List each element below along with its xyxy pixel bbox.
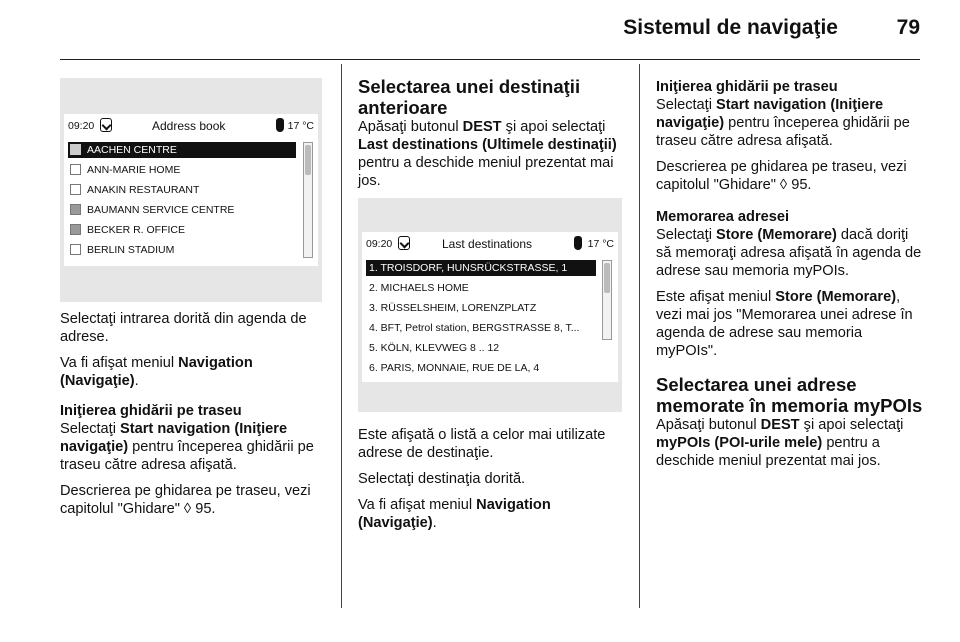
column-divider — [341, 64, 342, 608]
scrollbar[interactable] — [303, 142, 313, 258]
column-left — [60, 64, 322, 526]
destination-item[interactable]: 3. RÜSSELSHEIM, LORENZPLATZ — [369, 302, 537, 314]
column-divider — [639, 64, 640, 608]
page-number: 79 — [896, 16, 920, 39]
home-icon — [70, 184, 81, 195]
address-item-anakin-restaurant[interactable]: ANAKIN RESTAURANT — [68, 182, 296, 198]
subheading: Iniţierea ghidării pe traseu — [656, 79, 838, 95]
body-text: Va fi afişat meniul Navigation (Navigaţie). — [60, 355, 253, 389]
last-destinations-figure — [358, 198, 622, 412]
home-icon — [70, 144, 81, 155]
address-book-figure — [60, 78, 322, 302]
screen-temperature: 17 °C — [287, 120, 314, 132]
screen-status-bar — [362, 232, 618, 254]
scrollbar[interactable] — [602, 260, 612, 340]
address-item-becker-r-office[interactable]: BECKER R. OFFICE — [68, 222, 296, 238]
phone-icon — [398, 236, 410, 250]
business-icon — [70, 204, 81, 215]
destination-item[interactable]: 2. MICHAELS HOME — [369, 282, 469, 294]
home-icon — [70, 164, 81, 175]
address-item-aachen-centre[interactable]: AACHEN CENTRE — [68, 142, 296, 158]
thermometer-icon — [276, 118, 284, 132]
body-text: Selectaţi Store (Memorare) dacă doriţi să memoraţi adresa afişată în agenda de adrese sau memoria myPOIs. — [656, 227, 922, 279]
last-destinations-screen — [362, 232, 618, 382]
screen-temperature: 17 °C — [587, 238, 614, 250]
chapter-title: Sistemul de navigaţie — [623, 16, 838, 39]
destination-item[interactable]: 4. BFT, Petrol station, BERGSTRASSE 8, T... — [369, 322, 580, 334]
thermometer-icon — [574, 236, 582, 250]
screen-status-bar — [64, 114, 318, 136]
address-item-ann-marie-home[interactable]: ANN-MARIE HOME — [68, 162, 296, 178]
page-header — [60, 16, 920, 46]
subheading: Iniţierea ghidării pe traseu — [60, 403, 242, 419]
body-text: Este afişată o listă a celor mai utilizate adrese de destinaţie. — [358, 427, 606, 461]
address-item-berlin-stadium[interactable]: BERLIN STADIUM — [68, 242, 296, 258]
screen-time: 09:20 — [366, 238, 393, 250]
column-right — [656, 64, 926, 478]
body-text: Selectaţi destinaţia dorită. — [358, 471, 526, 487]
body-text: Este afişat meniul Store (Memorare), vezi mai jos "Memorarea unei adrese în agenda de adrese sau memoria myPOIs". — [656, 289, 913, 359]
screen-time: 09:20 — [68, 120, 95, 132]
screen-title: Last destinations — [442, 237, 533, 251]
phone-icon — [100, 118, 112, 132]
scroll-thumb[interactable] — [305, 145, 311, 175]
business-icon — [70, 224, 81, 235]
address-book-screen — [64, 114, 318, 266]
section-heading: Selectarea unei adrese memorate în memoria myPOIs — [656, 374, 923, 416]
column-middle — [358, 64, 624, 540]
destination-item[interactable]: 1. TROISDORF, HUNSRÜCKSTRASSE, 1 — [366, 260, 596, 276]
body-text: Apăsaţi butonul DEST şi apoi selectaţi Last destinations (Ultimele destinaţii) pentru a deschide meniul prezentat mai jos. — [358, 119, 617, 189]
subheading: Memorarea adresei — [656, 209, 790, 225]
destination-item[interactable]: 5. KÖLN, KLEVWEG 8 .. 12 — [369, 342, 500, 354]
screen-title: Address book — [152, 119, 226, 133]
body-text: Apăsaţi butonul DEST şi apoi selectaţi myPOIs (POI-urile mele) pentru a deschide meniul prezentat mai jos. — [656, 417, 904, 469]
scroll-thumb[interactable] — [604, 263, 610, 293]
body-text: Selectaţi Start navigation (Iniţiere navigaţie) pentru începerea ghidării pe traseu către adresa afişată. — [60, 421, 314, 473]
body-text: Descrierea pe ghidarea pe traseu, vezi capitolul "Ghidare" ◊ 95. — [60, 483, 311, 517]
body-text: Va fi afişat meniul Navigation (Navigaţie). — [358, 497, 551, 531]
address-item-baumann-service-centre[interactable]: BAUMANN SERVICE CENTRE — [68, 202, 296, 218]
destination-item[interactable]: 6. PARIS, MONNAIE, RUE DE LA, 4 — [369, 362, 540, 374]
section-heading: Selectarea unei destinaţii anterioare — [358, 76, 581, 118]
body-text: Descrierea pe ghidarea pe traseu, vezi capitolul "Ghidare" ◊ 95. — [656, 159, 907, 193]
header-rule — [60, 59, 920, 60]
home-icon — [70, 244, 81, 255]
body-text: Selectaţi Start navigation (Iniţiere navigaţie) pentru începerea ghidării pe traseu către adresa afişată. — [656, 97, 910, 149]
body-text: Selectaţi intrarea dorită din agenda de adrese. — [60, 311, 307, 345]
